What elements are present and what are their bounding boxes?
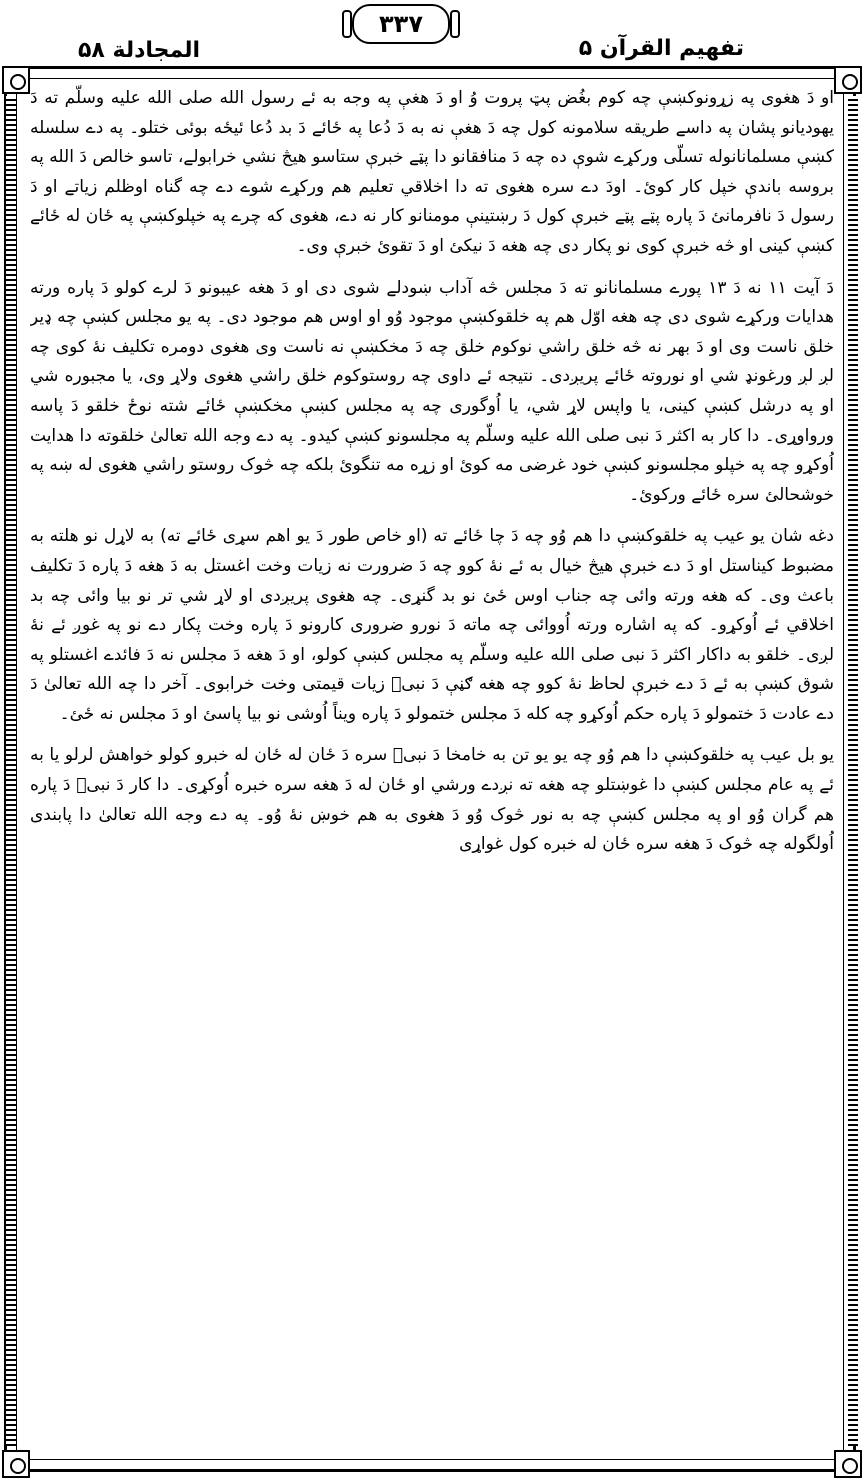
corner-ornament-top-left [2, 66, 30, 94]
paragraph-4: یو بل عیب په خلقوکښې دا هم وُو چه یو یو تن به خامخا دَ نبیؐ سره دَ ځان له ځان له خبرو کولو خواهش لرلو یا به ئے په عام مجلس کښې دا غوښتلو چه هغه ته نږدے ورشي او ځان له دَ هغه سره خبره اُوکړی۔ دا کار دَ نبیؐ دَ پاره هم گران وُو او په مجلس کښې چه به نور څوک وُو دَ هغوی به هم خوښ نهٔ وُو۔ په دے وجه الله تعالیٰ دا پابندی اُولگوله چه څوک دَ هغه سره ځان له خبره کول غواړی [30, 745, 834, 855]
book-title: تفهیم القرآن ۵ [578, 36, 744, 61]
page-header [0, 0, 864, 70]
commentary-text [30, 84, 834, 1464]
paragraph-1: او دَ هغوی په زړونوکښې چه کوم بغُض پټ پروت وُ او دَ هغې په وجه به ئے رسول الله صلی الله علیه وسلّم ته دَ یهودیانو پشان په داسے طریقه سلامونه کول چه دَ هغې نه به دَ دُعا په ځائے دَ بد دُعا ئیځه بوئی ختلو۔ په دے سلسله کښې مسلمانانوله تسلّی ورکړے شوې ده چه دَ منافقانو دا پټے خبرې ستاسو هیڅ نشي خرابولے، تاسو خالص دَ الله په بروسه باندې خپل کار کوئ۔ اودَ دے سره هغوی ته دا اخلاقي تعلیم هم ورکړے شوے دے چه گناه اوظلم زیاتے او دَ رسول دَ نافرمانئ دَ پاره پټے پټے خبرې کول دَ رښتینې مومنانو کار نه دے، هغوی که چرے په خپلوکښې په ځان له ځائے کښې کینی او څه خبرې کوی نو پکار دی چه هغه دَ نیکئ او دَ تقوئ خبرې وی۔ [30, 88, 834, 256]
left-border-ornament [6, 96, 16, 1446]
paragraph-3: دغه شان یو عیب په خلقوکښې دا هم وُو چه دَ چا ځائے ته (او خاص طور دَ یو اهم سړی ځائے ته) به لاړل نو هلته به مضبوط کیناستل او دَ دے خبرې هیڅ خیال به ئے نهٔ کوو چه دَ ضرورت نه زیات وخت اغستل به دَ هغه دَ پاره دَ تکلیف باعث وی۔ که هغه ورته وائی چه جناب اوس ځئ نو بد گنړی۔ چه هغوی پریږدی او لاړ شي تر نو بیا وائی چه بد اخلاقي ئے اُوکړو۔ که په اشاره ورته اُووائی چه ماته دَ نورو ضروری کارونو دَ پاره وخت پکار دے نو په غوږ ئے نهٔ لږی۔ خلقو به داکار اکثر دَ نبی صلی الله علیه وسلّم په مجلس کښې کولو، او دَ هغه دَ مجلس نه دَ فائدے اغستلو په شوق کښې به ئے دَ دے خبرې لحاظ نهٔ کوو چه هغه ګڼې دَ نبیؐ زیات قیمتی وخت خرابوی۔ آخر دا چه الله تعالیٰ دَ دے عادت دَ ختمولو دَ پاره حکم اُوکړو چه کله دَ مجلس ختمولو دَ پاره ویناً اُوشی نو بیا پاسئ او دَ مجلس نه ځئ۔ [30, 526, 834, 724]
right-border-ornament [848, 96, 858, 1446]
corner-ornament-bottom-left [2, 1450, 30, 1478]
paragraph-2: دَ آیت ۱۱ نه دَ ۱۳ پورے مسلمانانو ته دَ مجلس څه آداب ښودلے شوی دی او دَ هغه عیبونو دَ لرے کولو دَ پاره ورته هدایات ورکړے شوی دی چه هغه اوّل هم په خلقوکښې موجود وُو او اوس هم موجود دی۔ په یو مجلس کښې چه ډیر خلق ناست وی او دَ بهر نه څه خلق راشي نوکوم خلق چه دَ مخکښې نه ناست وی هغوی دومره تکلیف نهٔ کوی چه لږ لږ ورغونډ شي او نوروته ځائے پریږدی۔ نتیجه ئے داوی چه روستوکوم خلق راشي هغوی ولاړ وی، یا مجبوره شي او په درشل کښې کینی، یا واپس لاړ شي، یا اُوگوری چه په مجلس کښې مخکښې ځائے شته نوځ خلقو دَ پاسه ورواوړی۔ دا کار به اکثر دَ نبی صلی الله علیه وسلّم په مجلسونو کښې کیدو۔ په دے وجه الله تعالیٰ خلقوته دا هدایت اُوکړو چه په خپلو مجلسونو کښې خود غرضی مه کوئ او زړه مه تنگوئ بلکه چه څوک روستو راشي هغوی له ښه په خوشحالئ سره ځائے ورکوئ۔ [30, 277, 834, 505]
corner-ornament-bottom-right [834, 1450, 862, 1478]
corner-ornament-top-right [834, 66, 862, 94]
surah-title: المجادلة ۵۸ [78, 38, 201, 63]
page-number: ۳۳۷ [352, 4, 450, 44]
